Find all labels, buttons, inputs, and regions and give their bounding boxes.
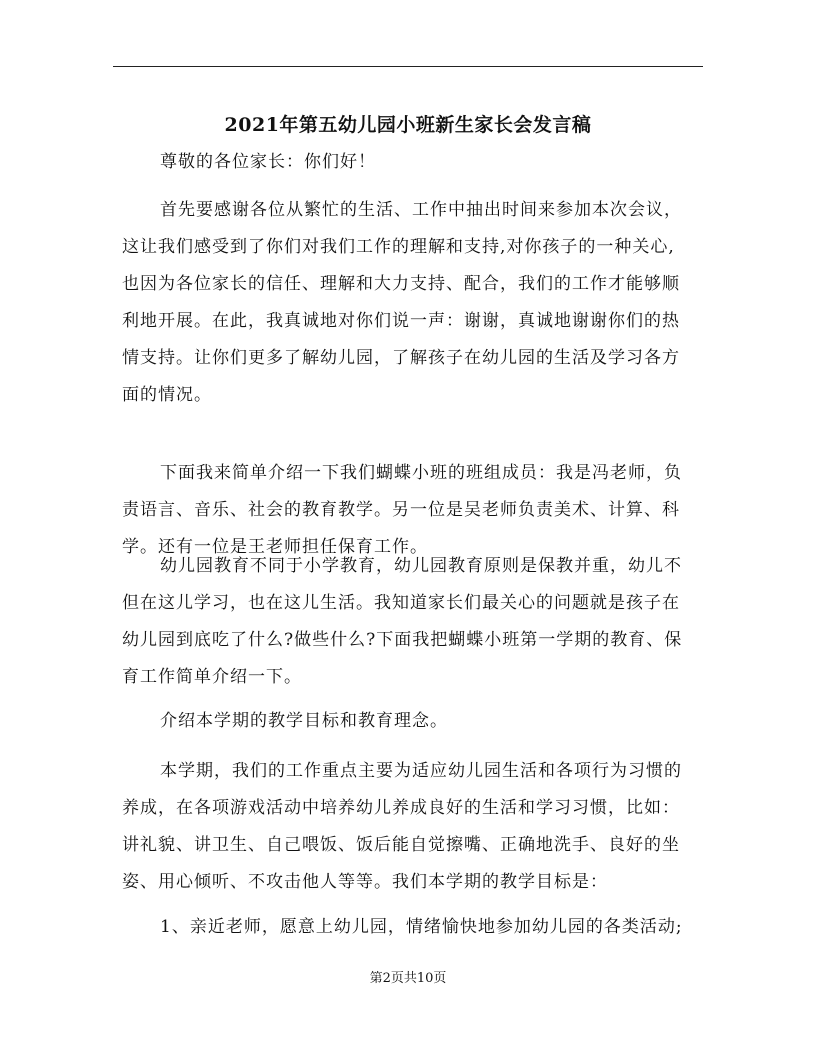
text-line: 尊敬的各位家长：你们好！: [160, 152, 376, 172]
header-rule: [113, 66, 703, 67]
text-line: 下面我来简单介绍一下我们蝴蝶小班的班组成员：我是冯老师，负: [160, 463, 682, 483]
text-line: 也因为各位家长的信任、理解和大力支持、配合，我们的工作才能够顺: [122, 274, 680, 294]
text-line: 育工作简单介绍一下。: [122, 667, 302, 687]
paragraph-objective-1: [122, 909, 700, 946]
text-line: 首先要感谢各位从繁忙的生活、工作中抽出时间来参加本次会议，: [160, 200, 682, 220]
page-number: 第2页共10页: [369, 971, 447, 986]
text-line: 情支持。让你们更多了解幼儿园，了解孩子在幼儿园的生活及学习各方: [122, 348, 680, 368]
paragraph-thanks: [122, 192, 700, 414]
text-line: 幼儿园到底吃了什么?做些什么?下面我把蝴蝶小班第一学期的教育、保: [122, 630, 683, 650]
paragraph-semester-focus: [122, 753, 700, 901]
text-line: 利地开展。在此，我真诚地对你们说一声：谢谢，真诚地谢谢你们的热: [122, 311, 680, 331]
text-line: 本学期，我们的工作重点主要为适应幼儿园生活和各项行为习惯的: [160, 761, 682, 781]
text-line: 1、亲近老师，愿意上幼儿园，情绪愉快地参加幼儿园的各类活动;: [160, 917, 683, 937]
text-line: 面的情况。: [122, 385, 212, 405]
text-line: 姿、用心倾听、不攻击他人等等。我们本学期的教学目标是：: [122, 872, 608, 892]
text-line: 介绍本学期的教学目标和教育理念。: [160, 711, 448, 731]
paragraph-greeting: [122, 144, 700, 181]
text-line: 养成，在各项游戏活动中培养幼儿养成良好的生活和学习习惯，比如：: [122, 798, 680, 818]
text-line: 这让我们感受到了你们对我们工作的理解和支持,对你孩子的一种关心,: [122, 237, 675, 257]
text-line: 学。还有一位是王老师担任保育工作。: [122, 537, 428, 557]
paragraph-objectives-intro: [122, 703, 700, 740]
text-line: 幼儿园教育不同于小学教育，幼儿园教育原则是保教并重，幼儿不: [160, 556, 682, 576]
paragraph-education-principle: [122, 548, 700, 696]
text-line: 讲礼貌、讲卫生、自己喂饭、饭后能自觉擦嘴、正确地洗手、良好的坐: [122, 835, 680, 855]
document-title: 2021年第五幼儿园小班新生家长会发言稿: [224, 113, 592, 136]
text-line: 但在这儿学习，也在这儿生活。我知道家长们最关心的问题就是孩子在: [122, 593, 680, 613]
text-line: 责语言、音乐、社会的教育教学。另一位是吴老师负责美术、计算、科: [122, 500, 680, 520]
